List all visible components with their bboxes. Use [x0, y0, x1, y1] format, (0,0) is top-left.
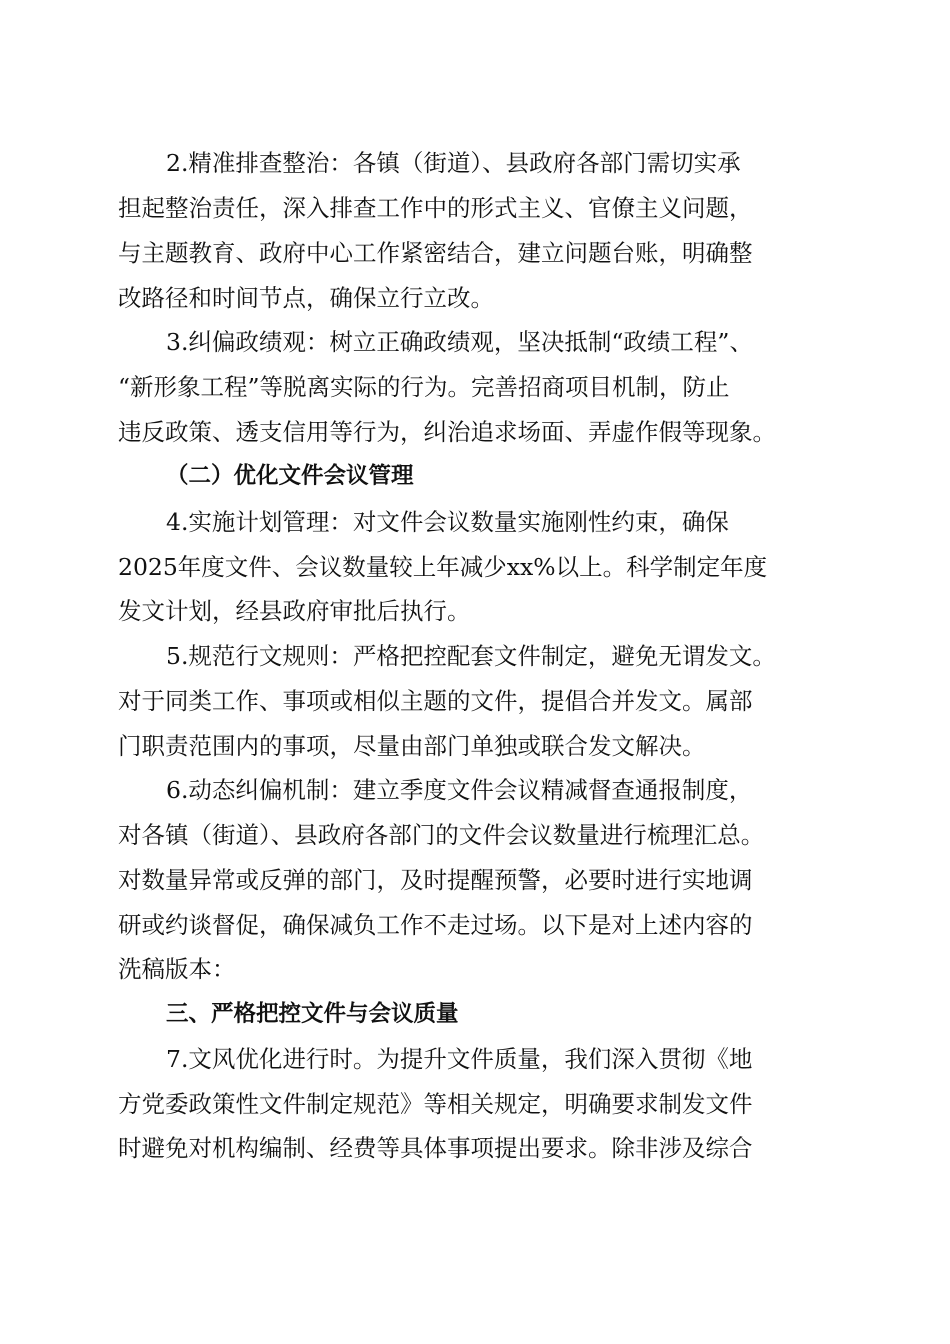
paragraph-5-line-1: 5.规范行文规则：严格把控配套文件制定，避免无谓发文。	[166, 642, 776, 670]
paragraph-2-line-4: 改路径和时间节点，确保立行立改。	[118, 284, 494, 312]
paragraph-7-line-1: 7.文风优化进行时。为提升文件质量，我们深入贯彻《地	[166, 1045, 753, 1073]
paragraph-3-line-3: 违反政策、透支信用等行为，纠治追求场面、弄虚作假等现象。	[118, 418, 776, 446]
paragraph-5-line-3: 门职责范围内的事项，尽量由部门单独或联合发文解决。	[118, 732, 706, 760]
paragraph-6-line-2: 对各镇（街道）、县政府各部门的文件会议数量进行梳理汇总。	[118, 821, 765, 849]
paragraph-5-line-2: 对于同类工作、事项或相似主题的文件，提倡合并发文。属部	[118, 687, 753, 715]
paragraph-6-line-5: 洗稿版本：	[118, 955, 236, 983]
section-heading-2: （二）优化文件会议管理	[166, 463, 414, 489]
paragraph-4-line-2: 2025年度文件、会议数量较上年减少xx%以上。科学制定年度	[118, 553, 768, 581]
paragraph-2-line-3: 与主题教育、政府中心工作紧密结合，建立问题台账，明确整	[118, 239, 753, 267]
paragraph-7-line-2: 方党委政策性文件制定规范》等相关规定，明确要求制发文件	[118, 1090, 753, 1118]
paragraph-4-line-1: 4.实施计划管理：对文件会议数量实施刚性约束，确保	[166, 508, 729, 536]
paragraph-3-line-1: 3.纠偏政绩观：树立正确政绩观，坚决抵制“政绩工程”、	[166, 328, 753, 356]
paragraph-2-line-1: 2.精准排查整治：各镇（街道）、县政府各部门需切实承	[166, 149, 741, 177]
paragraph-6-line-1: 6.动态纠偏机制：建立季度文件会议精减督查通报制度，	[166, 776, 753, 804]
paragraph-7-line-3: 时避免对机构编制、经费等具体事项提出要求。除非涉及综合	[118, 1134, 753, 1162]
paragraph-3-line-2: “新形象工程”等脱离实际的行为。完善招商项目机制，防止	[118, 373, 730, 401]
paragraph-2-line-2: 担起整治责任，深入排查工作中的形式主义、官僚主义问题，	[118, 194, 753, 222]
paragraph-6-line-3: 对数量异常或反弹的部门，及时提醒预警，必要时进行实地调	[118, 866, 753, 894]
paragraph-4-line-3: 发文计划，经县政府审批后执行。	[118, 597, 471, 625]
paragraph-6-line-4: 研或约谈督促，确保减负工作不走过场。以下是对上述内容的	[118, 911, 753, 939]
section-heading-3: 三、严格把控文件与会议质量	[166, 1001, 459, 1027]
